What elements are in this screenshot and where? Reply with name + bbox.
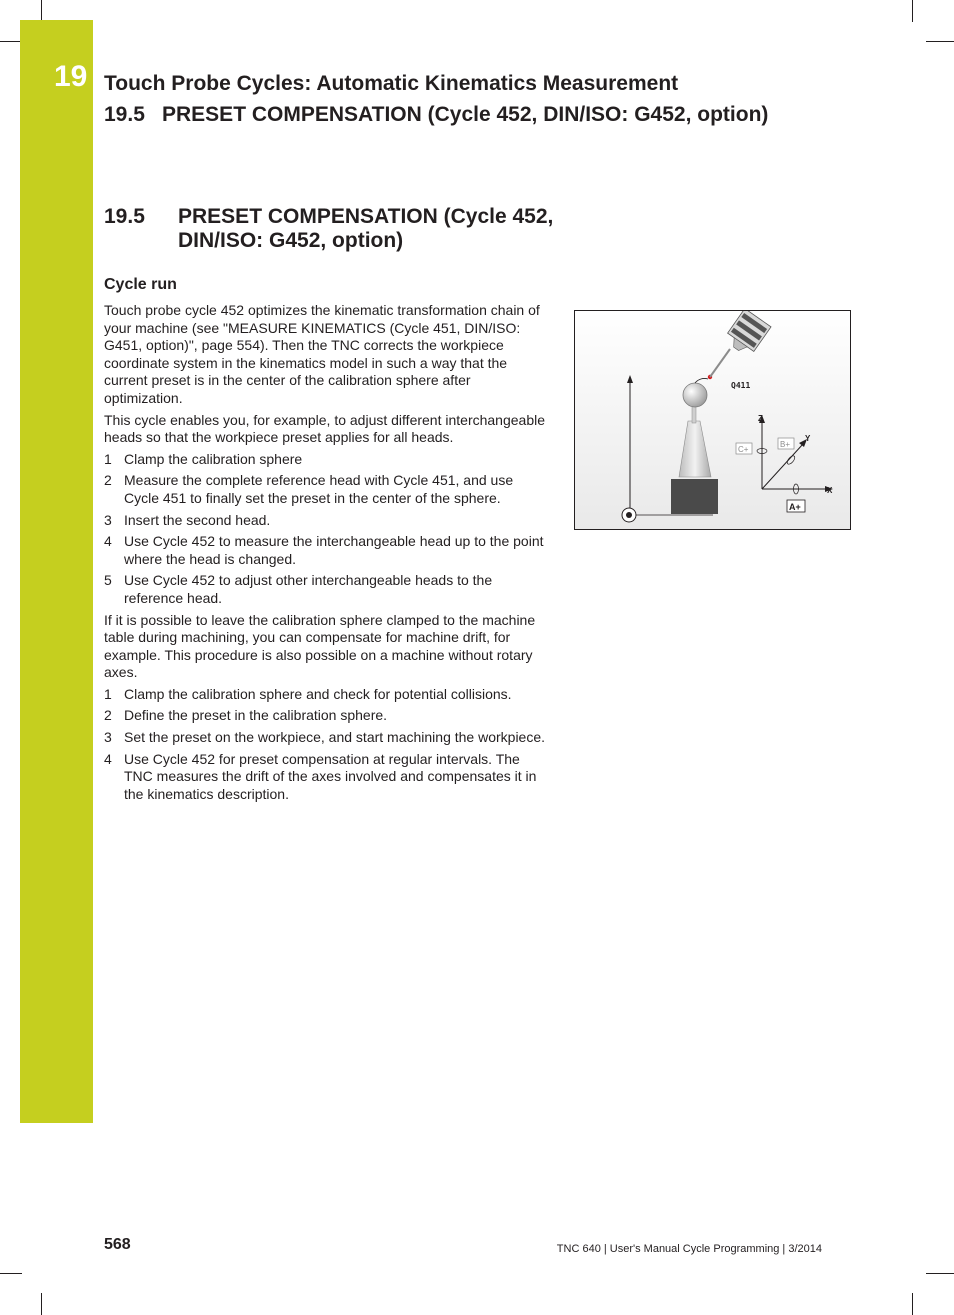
paragraph-drift: If it is possible to leave the calibration sphere clamped to the machine table during machining, you can compensate for machine drift, for example. This procedure is also possible on a machine without rotary axes.: [104, 611, 536, 681]
crop-mark: [912, 1293, 913, 1315]
preset-symbol-dot: [626, 512, 632, 518]
crop-mark: [926, 1273, 954, 1274]
crop-mark: [912, 0, 913, 22]
crop-mark: [0, 1273, 22, 1274]
running-header-title: Touch Probe Cycles: Automatic Kinematics Measurement: [104, 72, 679, 95]
list-item: 2 Measure the complete reference head with Cycle 451, and use Cycle 451 to finally set the preset in the center of the sphere.: [104, 472, 514, 506]
x-axis-label: X: [827, 486, 833, 495]
list-item: 1 Clamp the calibration sphere: [104, 450, 303, 467]
crop-mark: [926, 41, 954, 42]
page-number: 568: [104, 1236, 131, 1253]
q411-label: Q411: [731, 381, 751, 390]
list-item: 3 Set the preset on the workpiece, and start machining the workpiece.: [104, 729, 546, 746]
probe-figure: [574, 310, 851, 530]
calibration-sphere: [683, 383, 707, 407]
section-title-line1: PRESET COMPENSATION (Cycle 452,: [178, 205, 554, 228]
section-title-line2: DIN/ISO: G452, option): [178, 229, 404, 252]
crop-mark: [41, 1293, 42, 1315]
running-header-section: [104, 103, 768, 127]
cycle-run-heading: Cycle run: [104, 276, 177, 293]
y-axis-label: Y: [805, 434, 811, 443]
list-item: 2 Define the preset in the calibration sphere.: [104, 707, 388, 724]
footer-text: TNC 640 | User's Manual Cycle Programming | 3/2014: [556, 1243, 822, 1255]
paragraph-heads: This cycle enables you, for example, to adjust different interchangeable heads so that the workpiece preset applies for all heads.: [104, 411, 545, 446]
section-number: 19.5: [104, 205, 145, 228]
running-header-section-title: PRESET COMPENSATION (Cycle 452, DIN/ISO: G452, option): [162, 103, 769, 126]
machine-table-block: [671, 479, 718, 514]
chapter-tab: [20, 20, 93, 1123]
b-plus-label: B+: [780, 440, 791, 449]
z-axis-label: Z: [758, 414, 763, 423]
intro-paragraph: Touch probe cycle 452 optimizes the kinematic transformation chain of your machine (see "MEASURE KINEMATICS (Cycle 451, DIN/ISO: G451, option)", page 554). Then the TNC corrects the workpiece coordinate system in the kinematics model in such a way that the current preset is in the center of the calibration sphere after optimization.: [104, 302, 540, 406]
running-header-section-number: 19.5: [104, 103, 145, 126]
steps-list-drift: [104, 686, 546, 804]
body-text: [104, 302, 546, 807]
list-item: 5 Use Cycle 452 to adjust other interchangeable heads to the reference head.: [104, 572, 493, 606]
list-item: 3 Insert the second head.: [104, 511, 271, 528]
list-item: 1 Clamp the calibration sphere and check for potential collisions.: [104, 685, 512, 702]
probe-diagram: [575, 311, 850, 529]
crop-mark: [0, 41, 22, 42]
c-plus-label: C+: [738, 445, 749, 454]
steps-list-heads: [104, 451, 546, 608]
list-item: 4 Use Cycle 452 to measure the interchangeable head up to the point where the head is changed.: [104, 533, 544, 567]
section-heading: [104, 205, 564, 253]
a-plus-label: A+: [789, 502, 801, 512]
chapter-number: 19: [54, 60, 88, 93]
crop-mark: [41, 0, 42, 22]
list-item: 4 Use Cycle 452 for preset compensation at regular intervals. The TNC measures the drift of the axes involved and compensates it in the kinematics description.: [104, 750, 537, 802]
